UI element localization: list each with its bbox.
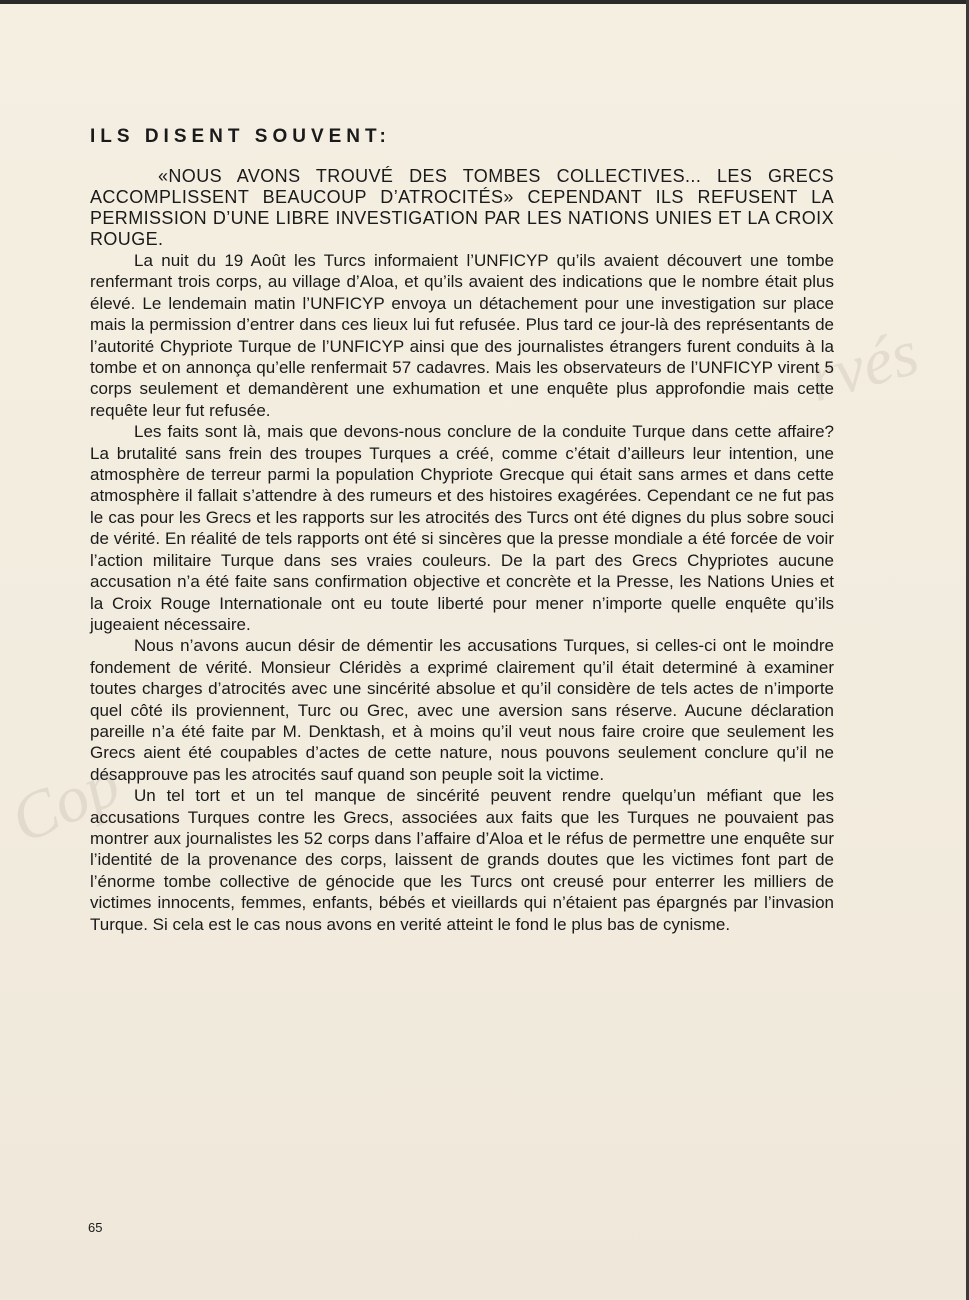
- page-number: 65: [88, 1220, 103, 1235]
- section-heading: ILS DISENT SOUVENT:: [90, 126, 391, 147]
- watermark-fragment-right: rvés: [800, 315, 927, 417]
- page-body: [90, 124, 834, 935]
- body-paragraph: La nuit du 19 Août les Turcs informaient l’UNFICYP qu’ils avaient découvert une tombe renfermant trois corps, au village d’Aloa, et qu’ils avaient des indications que le nombre était plus élevé. Le lendemain matin l’UNFICYP envoya un détachement pour une investigation sur place mais la permission d’entrer dans ces lieux lui fut refusée. Plus tard ce jour-là des représentants de l’autorité Chypriote Turque de l’UNFICYP ainsi que des journalistes étrangers furent conduits à la tombe et on annonça qu’elle renfermait 57 cadavres. Mais les observateurs de l’UNFICYP virent 5 corps seulement et demandèrent une exhumation et une enquête plus approfondie mais cette requête leur fut refusée.: [90, 251, 834, 420]
- intro-statement: «NOUS AVONS TROUVÉ DES TOMBES COLLECTIVES... LES GRECS ACCOMPLISSENT BEAUCOUP D’ATROCITÉS» CEPENDANT ILS REFUSENT LA PERMISSION D’UNE LIBRE INVESTIGATION PAR LES NATIONS UNIES ET LA CROIX ROUGE.: [90, 166, 834, 249]
- body-paragraph: Nous n’avons aucun désir de démentir les accusations Turques, si celles-ci ont le moindre fondement de vérité. Monsieur Cléridès a exprimé clairement qu’il était determiné à examiner toutes charges d’atrocités avec une sincérité absolue et qu’il considère de tels actes de n’importe quel côté ils proviennent, Turc ou Grec, avec une aversion sans réserve. Aucune déclaration pareille n’a été faite par M. Denktash, et à moins qu’il veut nous faire croire que seulement les Grecs aient été coupables d’actes de cette nature, nous pouvons seulement conclure qu’il ne désapprouve pas les atrocités sauf quand son peuple soit la victime.: [90, 636, 834, 784]
- scan-border-top: [0, 0, 969, 4]
- body-paragraph: Un tel tort et un tel manque de sincérité peuvent rendre quelqu’un méfiant que les accusations Turques contre les Grecs, associées aux faits que les Turques ne pouvaient pas montrer aux journalistes les 52 corps dans l’affaire d’Aloa et le réfus de permettre une enquête sur l’identité de la provenance des corps, laissent de grands doutes que les victimes font part de l’énorme tombe collective de génocide que les Turcs ont creusé pour enterrer les milliers de victimes innocents, femmes, enfants, bébés et vieillards qui n’étaient pas épargnés par l’invasion Turque. Si cela est le cas nous avons en verité atteint le fond le plus bas de cynisme.: [90, 786, 834, 934]
- watermark-fragment-left: Cop: [0, 746, 131, 858]
- body-paragraph: Les faits sont là, mais que devons-nous conclure de la conduite Turque dans cette affaire? La brutalité sans frein des troupes Turques a créé, comme c’était d’ailleurs leur intention, une atmosphère de terreur parmi la population Chypriote Grecque qui était sans armes et dans cette atmosphère il fallait s’attendre à des rumeurs et des histoires exagérées. Cependant ce ne fut pas le cas pour les Grecs et les rapports sur les atrocités des Turcs ont été dignes du plus sobre souci de vérité. En réalité de tels rapports ont été si sincères que la presse mondiale a été forcée de voir l’action militaire Turque dans ses vraies couleurs. De la part des Grecs Chypriotes aucune accusation n’a été faite sans confirmation objective et concrète et la Presse, les Nations Unies et la Croix Rouge Internationale ont eu toute liberté pour mener n’importe quelle enquête qu’ils jugeaient nécessaire.: [90, 422, 834, 634]
